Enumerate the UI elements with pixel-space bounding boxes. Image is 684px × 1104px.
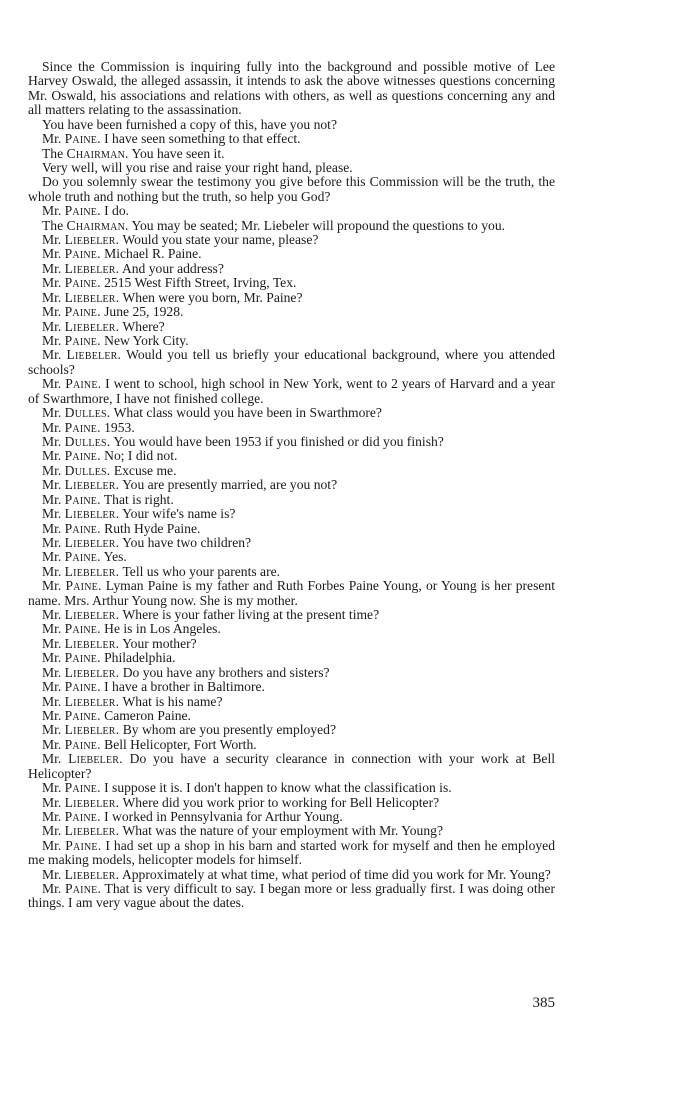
transcript-paragraph: [28, 118, 555, 132]
speaker-prefix: Mr.: [42, 808, 62, 824]
speaker-prefix: Mr.: [42, 607, 62, 623]
speaker-name: Paine.: [64, 736, 101, 752]
speaker-prefix: Mr.: [42, 203, 62, 219]
speaker-prefix: Mr.: [42, 491, 62, 507]
transcript-paragraph: [28, 219, 555, 233]
speaker-prefix: Mr.: [42, 635, 62, 651]
speech-text: Michael R. Paine.: [104, 246, 202, 262]
speaker-name: Paine.: [64, 650, 101, 666]
transcript-paragraph: [28, 478, 555, 492]
speech-text: 2515 West Fifth Street, Irving, Tex.: [104, 275, 297, 291]
speech-text: What is his name?: [122, 693, 223, 709]
transcript-paragraph: [28, 377, 555, 406]
transcript-paragraph: [28, 666, 555, 680]
speaker-name: Paine.: [65, 376, 102, 392]
transcript-paragraph: [28, 262, 555, 276]
speaker-name: Dulles.: [64, 462, 111, 478]
transcript-paragraph: [28, 839, 555, 868]
speech-text: I had set up a shop in his barn and started work for myself and then he employed me making models, helicopter models for himself.: [28, 837, 556, 868]
speaker-name: Paine.: [65, 837, 102, 853]
speaker-prefix: The: [42, 217, 64, 233]
transcript-paragraph: [28, 60, 555, 118]
transcript-paragraph: [28, 752, 555, 781]
speaker-name: Liebeler.: [64, 260, 120, 276]
speaker-prefix: Mr.: [42, 318, 62, 334]
speaker-name: Paine.: [64, 549, 101, 565]
speaker-prefix: Mr.: [42, 347, 62, 363]
speech-text: And your address?: [121, 260, 224, 276]
transcript-paragraph: [28, 421, 555, 435]
speaker-name: Liebeler.: [64, 722, 120, 738]
speaker-name: Paine.: [64, 131, 101, 147]
speaker-prefix: Mr.: [42, 866, 62, 882]
transcript-paragraph: [28, 536, 555, 550]
speech-text: Tell us who your parents are.: [122, 563, 281, 579]
speech-text: Bell Helicopter, Fort Worth.: [104, 736, 257, 752]
speaker-prefix: Mr.: [42, 780, 62, 796]
speech-text: Ruth Hyde Paine.: [104, 520, 201, 536]
speech-text: He is in Los Angeles.: [104, 621, 221, 637]
speaker-prefix: Mr.: [42, 246, 62, 262]
transcript-paragraph: [28, 796, 555, 810]
speaker-prefix: Mr.: [42, 751, 62, 767]
speech-text: No; I did not.: [104, 448, 178, 464]
speaker-prefix: Mr.: [42, 433, 62, 449]
speaker-prefix: Mr.: [42, 722, 62, 738]
transcript-paragraph: [28, 449, 555, 463]
transcript-paragraph: [28, 233, 555, 247]
speech-text: Since the Commission is inquiring fully into the background and possible motive of Lee Harvey Oswald, the alleged assassin, it intends to ask the above witnesses questions concerning Mr. Oswald, his associations and relations with others, as well as questions concerning any and all matters relating to the assassination.: [28, 59, 555, 118]
speaker-name: Paine.: [64, 808, 101, 824]
speaker-name: Paine.: [64, 448, 101, 464]
speaker-prefix: Mr.: [42, 664, 62, 680]
speaker-name: Liebeler.: [64, 232, 120, 248]
speaker-name: Liebeler.: [66, 347, 122, 363]
speaker-name: Liebeler.: [64, 693, 120, 709]
speaker-prefix: Mr.: [42, 376, 62, 392]
transcript-paragraph: [28, 608, 555, 622]
transcript-paragraph: [28, 637, 555, 651]
transcript-paragraph: [28, 824, 555, 838]
speech-text: Your mother?: [122, 635, 197, 651]
speaker-name: Paine.: [64, 491, 101, 507]
speaker-name: Liebeler.: [64, 823, 120, 839]
speech-text: Would you state your name, please?: [122, 232, 319, 248]
speech-text: By whom are you presently employed?: [122, 722, 336, 738]
speaker-prefix: Mr.: [42, 131, 62, 147]
transcript-paragraph: [28, 651, 555, 665]
speech-text: I do.: [104, 203, 130, 219]
speaker-prefix: The: [42, 145, 64, 161]
speech-text: Lyman Paine is my father and Ruth Forbes Paine Young, or Young is her present name. Mrs. Arthur Young now. She is my mother.: [28, 578, 555, 608]
speaker-name: Liebeler.: [64, 534, 120, 550]
transcript-paragraph: [28, 868, 555, 882]
transcript-paragraph: [28, 738, 555, 752]
speaker-name: Paine.: [65, 881, 102, 897]
transcript-paragraph: [28, 709, 555, 723]
speaker-prefix: Mr.: [42, 232, 62, 248]
speaker-name: Liebeler.: [64, 664, 120, 680]
speech-text: I have seen something to that effect.: [104, 131, 301, 147]
transcript-body: [28, 60, 555, 911]
speech-text: That is right.: [103, 491, 174, 507]
speaker-prefix: Mr.: [42, 549, 62, 565]
speaker-name: Paine.: [64, 203, 101, 219]
speaker-prefix: Mr.: [42, 289, 62, 305]
speaker-name: Paine.: [65, 578, 102, 594]
speaker-prefix: Mr.: [42, 275, 62, 291]
speaker-prefix: Mr.: [42, 405, 62, 421]
speech-text: Where did you work prior to working for Bell Helicopter?: [122, 794, 440, 810]
transcript-paragraph: [28, 550, 555, 564]
speaker-prefix: Mr.: [42, 419, 62, 435]
transcript-paragraph: [28, 147, 555, 161]
speech-text: I worked in Pennsylvania for Arthur Young.: [104, 808, 343, 824]
speech-text: Cameron Paine.: [104, 707, 191, 723]
speaker-prefix: Mr.: [42, 260, 62, 276]
speech-text: Would you tell us briefly your educational background, where you attended schools?: [28, 347, 555, 377]
speaker-name: Liebeler.: [64, 635, 120, 651]
speaker-prefix: Mr.: [42, 650, 62, 666]
speech-text: 1953.: [104, 419, 135, 435]
transcript-paragraph: [28, 622, 555, 636]
speech-text: Excuse me.: [113, 462, 177, 478]
transcript-paragraph: [28, 334, 555, 348]
transcript-paragraph: [28, 882, 555, 911]
speech-text: You have seen it.: [131, 145, 225, 161]
speaker-prefix: Mr.: [42, 333, 62, 349]
speaker-name: Paine.: [64, 679, 101, 695]
transcript-paragraph: [28, 507, 555, 521]
speech-text: Do you have any brothers and sisters?: [122, 664, 330, 680]
speaker-prefix: Mr.: [42, 578, 62, 594]
speaker-name: Liebeler.: [64, 794, 120, 810]
speaker-prefix: Mr.: [42, 736, 62, 752]
speaker-prefix: Mr.: [42, 621, 62, 637]
speaker-name: Liebeler.: [64, 318, 120, 334]
speech-text: I went to school, high school in New York, went to 2 years of Harvard and a year of Swarthmore, I have not finished college.: [28, 376, 555, 406]
speech-text: What class would you have been in Swarthmore?: [113, 405, 382, 421]
speech-text: Approximately at what time, what period of time did you work for Mr. Young?: [121, 866, 551, 882]
speaker-name: Paine.: [64, 520, 101, 536]
speaker-prefix: Mr.: [42, 794, 62, 810]
speech-text: Your wife's name is?: [122, 506, 236, 522]
speaker-prefix: Mr.: [42, 448, 62, 464]
transcript-paragraph: [28, 522, 555, 536]
speaker-prefix: Mr.: [42, 534, 62, 550]
speaker-prefix: Mr.: [42, 837, 62, 853]
speech-text: Do you have a security clearance in connection with your work at Bell Helicopter?: [28, 751, 555, 781]
transcript-paragraph: [28, 291, 555, 305]
transcript-paragraph: [28, 810, 555, 824]
speaker-prefix: Mr.: [42, 520, 62, 536]
speech-text: Yes.: [103, 549, 127, 565]
speech-text: Very well, will you rise and raise your right hand, please.: [42, 159, 353, 175]
speaker-name: Liebeler.: [64, 607, 120, 623]
speaker-prefix: Mr.: [42, 304, 62, 320]
speech-text: I have a brother in Baltimore.: [104, 679, 265, 695]
speaker-prefix: Mr.: [42, 477, 62, 493]
speech-text: New York City.: [104, 333, 189, 349]
speech-text: That is very difficult to say. I began more or less gradually first. I was doing other things. I am very vague about the dates.: [28, 881, 555, 911]
speech-text: I suppose it is. I don't happen to know what the classification is.: [104, 780, 452, 796]
speaker-prefix: Mr.: [42, 679, 62, 695]
speaker-name: Dulles.: [64, 405, 111, 421]
speaker-name: Paine.: [64, 419, 101, 435]
transcript-paragraph: [28, 781, 555, 795]
speech-text: Do you solemnly swear the testimony you give before this Commission will be the truth, the whole truth and nothing but the truth, so help you God?: [28, 174, 555, 204]
transcript-paragraph: [28, 464, 555, 478]
transcript-paragraph: [28, 723, 555, 737]
speaker-prefix: Mr.: [42, 823, 62, 839]
transcript-paragraph: [28, 406, 555, 420]
speaker-name: Paine.: [64, 707, 101, 723]
transcript-paragraph: [28, 680, 555, 694]
speaker-name: Paine.: [64, 246, 101, 262]
transcript-paragraph: [28, 348, 555, 377]
speech-text: Where?: [122, 318, 165, 334]
speaker-name: Paine.: [64, 304, 101, 320]
transcript-paragraph: [28, 320, 555, 334]
speech-text: You may be seated; Mr. Liebeler will propound the questions to you.: [131, 217, 506, 233]
transcript-paragraph: [28, 493, 555, 507]
speech-text: Philadelphia.: [104, 650, 176, 666]
transcript-paragraph: [28, 161, 555, 175]
speech-text: Where is your father living at the present time?: [122, 607, 380, 623]
transcript-paragraph: [28, 204, 555, 218]
speaker-name: Paine.: [64, 621, 101, 637]
speaker-name: Chairman.: [66, 217, 129, 233]
speaker-prefix: Mr.: [42, 693, 62, 709]
transcript-paragraph: [28, 305, 555, 319]
speaker-name: Liebeler.: [64, 289, 120, 305]
speaker-name: Chairman.: [66, 145, 129, 161]
speaker-prefix: Mr.: [42, 563, 62, 579]
speech-text: June 25, 1928.: [104, 304, 184, 320]
speaker-prefix: Mr.: [42, 707, 62, 723]
speaker-prefix: Mr.: [42, 506, 62, 522]
speaker-name: Paine.: [64, 780, 101, 796]
transcript-paragraph: [28, 695, 555, 709]
transcript-paragraph: [28, 435, 555, 449]
transcript-paragraph: [28, 247, 555, 261]
speech-text: What was the nature of your employment with Mr. Young?: [122, 823, 443, 839]
transcript-paragraph: [28, 579, 555, 608]
speaker-name: Liebeler.: [64, 477, 120, 493]
page-number: 385: [532, 995, 555, 1011]
transcript-paragraph: [28, 132, 555, 146]
transcript-paragraph: [28, 175, 555, 204]
transcript-paragraph: [28, 565, 555, 579]
speech-text: You have two children?: [122, 534, 252, 550]
speech-text: You have been furnished a copy of this, have you not?: [42, 116, 337, 132]
speaker-name: Liebeler.: [64, 506, 120, 522]
speaker-name: Paine.: [64, 275, 101, 291]
speaker-name: Liebeler.: [64, 866, 120, 882]
speaker-name: Dulles.: [64, 433, 111, 449]
speaker-prefix: Mr.: [42, 462, 62, 478]
speaker-name: Liebeler.: [68, 751, 123, 767]
speaker-name: Paine.: [64, 333, 101, 349]
speaker-name: Liebeler.: [64, 563, 120, 579]
speaker-prefix: Mr.: [42, 881, 62, 897]
speech-text: When were you born, Mr. Paine?: [122, 289, 303, 305]
transcript-paragraph: [28, 276, 555, 290]
speech-text: You are presently married, are you not?: [122, 477, 338, 493]
speech-text: You would have been 1953 if you finished or did you finish?: [113, 433, 444, 449]
